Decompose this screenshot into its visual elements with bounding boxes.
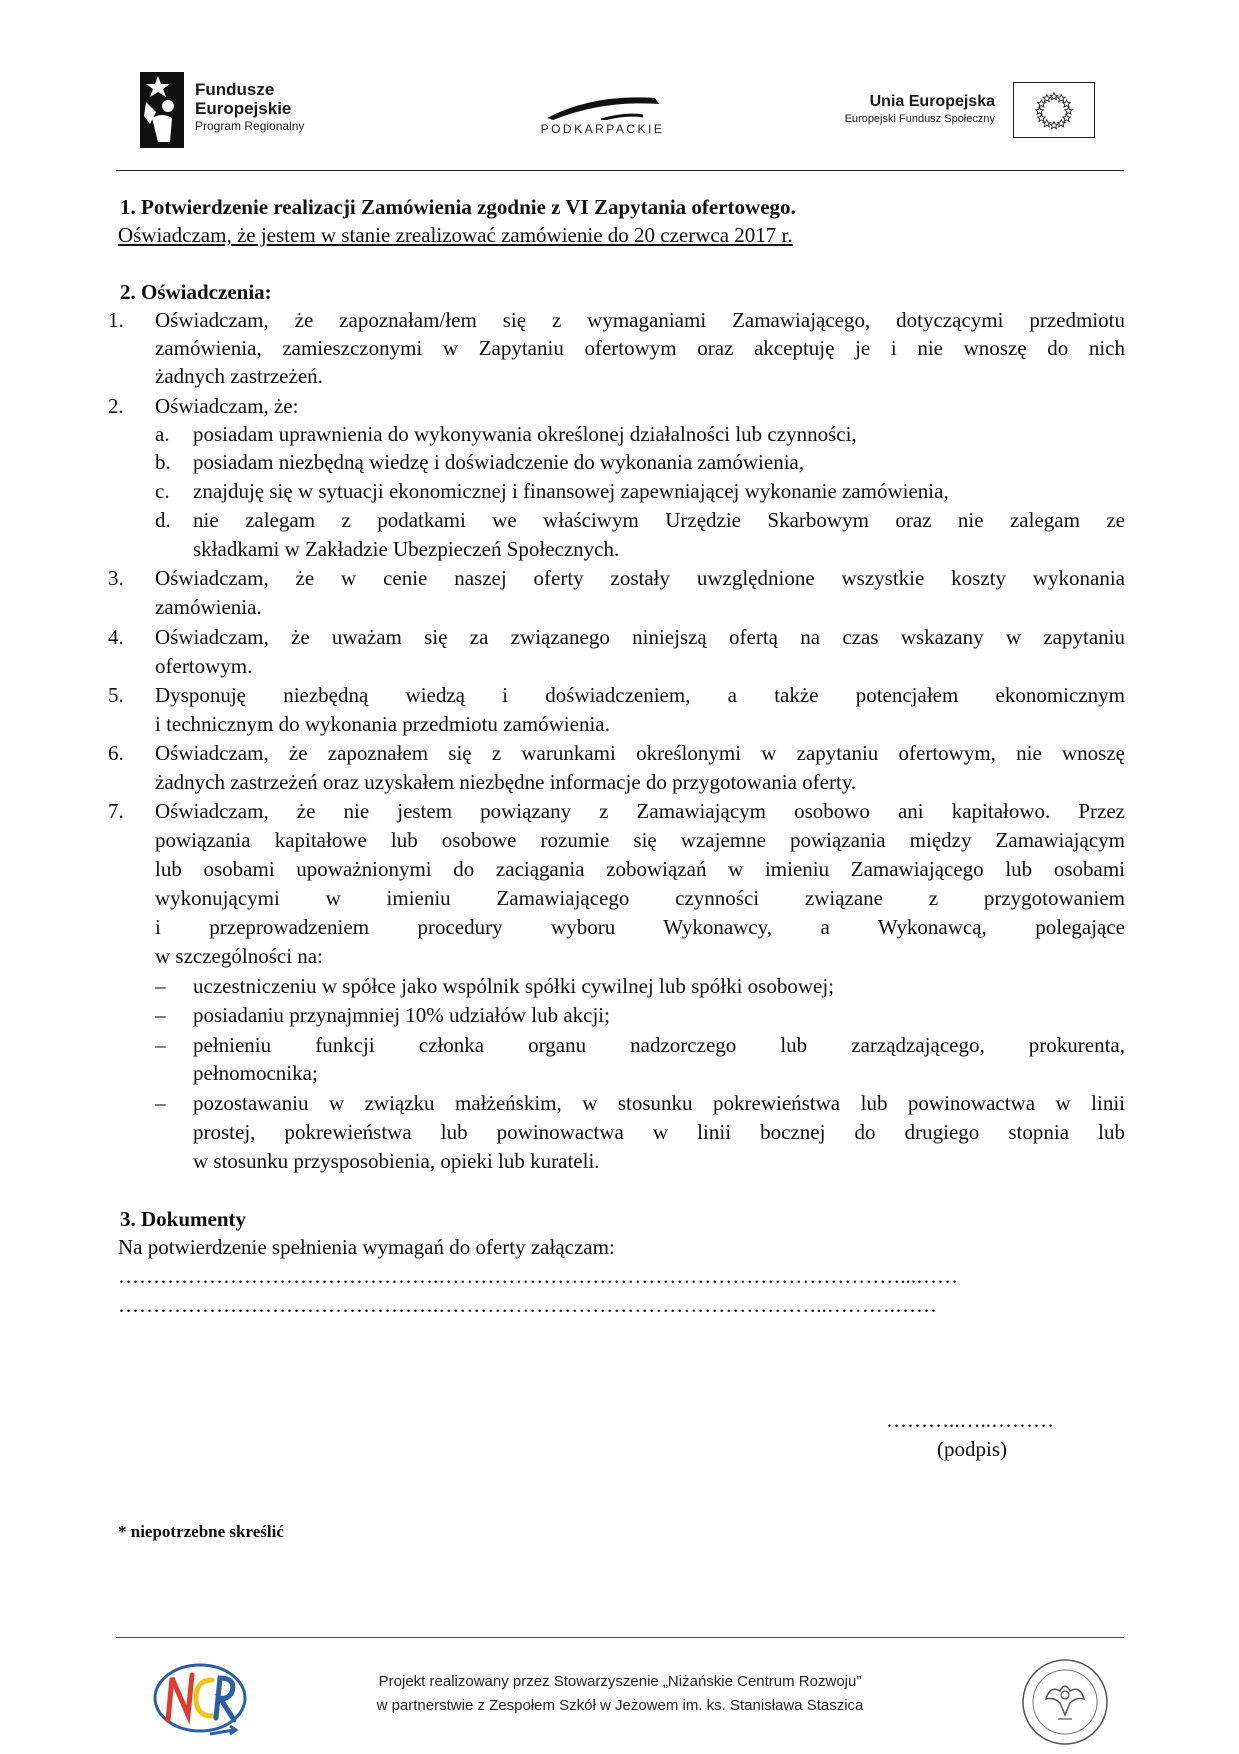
list-item-number: 7.: [108, 799, 124, 823]
fe-logo-line3: Program Regionalny: [195, 119, 305, 133]
bullet-dash: –: [155, 1003, 166, 1027]
list-item-line: Oświadczam, że:: [155, 394, 299, 418]
list-item-number: 3.: [108, 566, 124, 590]
list-item-line: ofertowym.: [155, 654, 253, 678]
sub-item-letter: a.: [155, 422, 170, 446]
footer-line2: w partnerstwie z Zespołem Szkół w Jeżowem im. ks. Stanisława Staszica: [376, 1697, 864, 1714]
list-item-number: 1.: [108, 308, 124, 332]
page-header: [0, 0, 1239, 170]
bullet-dash: –: [155, 1091, 166, 1115]
bullet-line: pozostawaniu w związku małżeńskim, w stosunku pokrewieństwa lub powinowactwa w linii: [193, 1091, 1125, 1115]
fe-logo-line1: Fundusze: [195, 80, 275, 99]
page-footer: [0, 1640, 1239, 1754]
header-divider: [116, 170, 1124, 171]
sub-item-line: posiadam niezbędną wiedzę i doświadczenie do wykonania zamówienia,: [193, 450, 805, 474]
bullet-line: uczestniczeniu w spółce jako wspólnik spółki cywilnej lub spółki osobowej;: [193, 974, 834, 998]
list-item-line: Oświadczam, że zapoznałem się z warunkami określonymi w zapytaniu ofertowym, nie wnoszę: [155, 741, 1125, 765]
list-item-line: Oświadczam, że uważam się za związanego niniejszą ofertą na czas wskazany w zapytaniu: [155, 625, 1125, 649]
podkarpackie-logo: [520, 90, 685, 142]
list-item-line: i technicznym do wykonania przedmiotu zamówienia.: [155, 712, 610, 736]
document-fill-line[interactable]: ……………………………………….…………………………………………………………...……: [118, 1264, 958, 1288]
bullet-line: w stosunku przysposobienia, opieki lub kurateli.: [193, 1149, 600, 1173]
list-item-line: w szczególności na:: [155, 944, 323, 968]
signature-field[interactable]: ………..…..………: [886, 1408, 1054, 1432]
document-fill-line[interactable]: ……………………………………….………………………………………………..……….……: [118, 1293, 937, 1317]
footer-line1: Projekt realizowany przez Stowarzyszenie „Niżańskie Centrum Rozwoju”: [378, 1673, 862, 1690]
list-item-number: 5.: [108, 683, 124, 707]
sub-item-line: znajduję się w sytuacji ekonomicznej i finansowej zapewniającej wykonanie zamówienia,: [193, 479, 949, 503]
sub-item-letter: b.: [155, 450, 171, 474]
list-item-line: żadnych zastrzeżeń.: [155, 364, 323, 388]
section1-heading: 1. Potwierdzenie realizacji Zamówienia zgodnie z VI Zapytania ofertowego.: [120, 195, 796, 219]
list-item-number: 4.: [108, 625, 124, 649]
list-item-line: Oświadczam, że nie jestem powiązany z Zamawiającym osobowo ani kapitałowo. Przez: [155, 799, 1125, 823]
eu-logo-line2: Europejski Fundusz Społeczny: [844, 113, 995, 125]
eu-logo-line1: Unia Europejska: [869, 93, 995, 110]
bullet-line: pełnieniu funkcji członka organu nadzorczego lub zarządzającego, prokurenta,: [193, 1033, 1125, 1057]
list-item-line: wykonującymi w imieniu Zamawiającego czynności związane z przygotowaniem: [155, 886, 1125, 910]
list-item-line: lub osobami upoważnionymi do zaciągania zobowiązań w imieniu Zamawiającego lub osobami: [155, 857, 1125, 881]
list-item-line: Oświadczam, że zapoznałam/łem się z wymaganiami Zamawiającego, dotyczącymi przedmiotu: [155, 308, 1125, 332]
sub-item-letter: c.: [155, 479, 170, 503]
list-item-line: i przeprowadzeniem procedury wyboru Wykonawcy, a Wykonawcą, polegające: [155, 915, 1125, 939]
sub-item-line: składkami w Zakładzie Ubezpieczeń Społecznych.: [193, 537, 620, 561]
signature-label: (podpis): [937, 1437, 1007, 1461]
podkarpackie-label: PODKARPACKIE: [540, 122, 665, 136]
fundusze-europejskie-logo: [140, 72, 340, 148]
school-seal-icon: [1020, 1657, 1110, 1747]
bullet-line: posiadaniu przynajmniej 10% udziałów lub akcji;: [193, 1003, 610, 1027]
section3-intro: Na potwierdzenie spełnienia wymagań do oferty załączam:: [118, 1235, 615, 1259]
section1-statement: Oświadczam, że jestem w stanie zrealizować zamówienie do 20 czerwca 2017 r.: [118, 223, 793, 247]
bullet-line: pełnomocnika;: [193, 1061, 318, 1085]
sub-item-letter: d.: [155, 508, 171, 532]
podkarpackie-mark-icon: [543, 90, 663, 120]
section2-heading: 2. Oświadczenia:: [120, 280, 272, 304]
list-item-number: 6.: [108, 741, 124, 765]
fundusze-europejskie-mark-icon: [140, 72, 184, 148]
footer-divider: [116, 1637, 1124, 1638]
sub-item-line: nie zalegam z podatkami we właściwym Urzędzie Skarbowym oraz nie zalegam ze: [193, 508, 1125, 532]
eu-flag-icon: [1013, 82, 1095, 138]
list-item-line: Oświadczam, że w cenie naszej oferty zostały uwzględnione wszystkie koszty wykonania: [155, 566, 1125, 590]
fe-logo-line2: Europejskie: [195, 99, 292, 118]
list-item-line: zamówienia.: [155, 595, 262, 619]
list-item-line: Dysponuję niezbędną wiedzą i doświadczeniem, a także potencjałem ekonomicznym: [155, 683, 1125, 707]
section3-heading: 3. Dokumenty: [120, 1207, 247, 1231]
ncr-logo-icon: [150, 1660, 250, 1740]
list-item-line: zamówienia, zamieszczonymi w Zapytaniu ofertowym oraz akceptuję je i nie wnoszę do nich: [155, 336, 1125, 360]
list-item-line: powiązania kapitałowe lub osobowe rozumie się wzajemne powiązania między Zamawiającym: [155, 828, 1125, 852]
unia-europejska-logo: [815, 82, 1095, 142]
sub-item-line: posiadam uprawnienia do wykonywania określonej działalności lub czynności,: [193, 422, 857, 446]
bullet-dash: –: [155, 974, 166, 998]
bullet-dash: –: [155, 1033, 166, 1057]
bullet-line: prostej, pokrewieństwa lub powinowactwa w linii bocznej do drugiego stopnia lub: [193, 1120, 1125, 1144]
footnote: * niepotrzebne skreślić: [118, 1522, 284, 1541]
list-item-number: 2.: [108, 394, 124, 418]
list-item-line: żadnych zastrzeżeń oraz uzyskałem niezbędne informacje do przygotowania oferty.: [155, 770, 857, 794]
